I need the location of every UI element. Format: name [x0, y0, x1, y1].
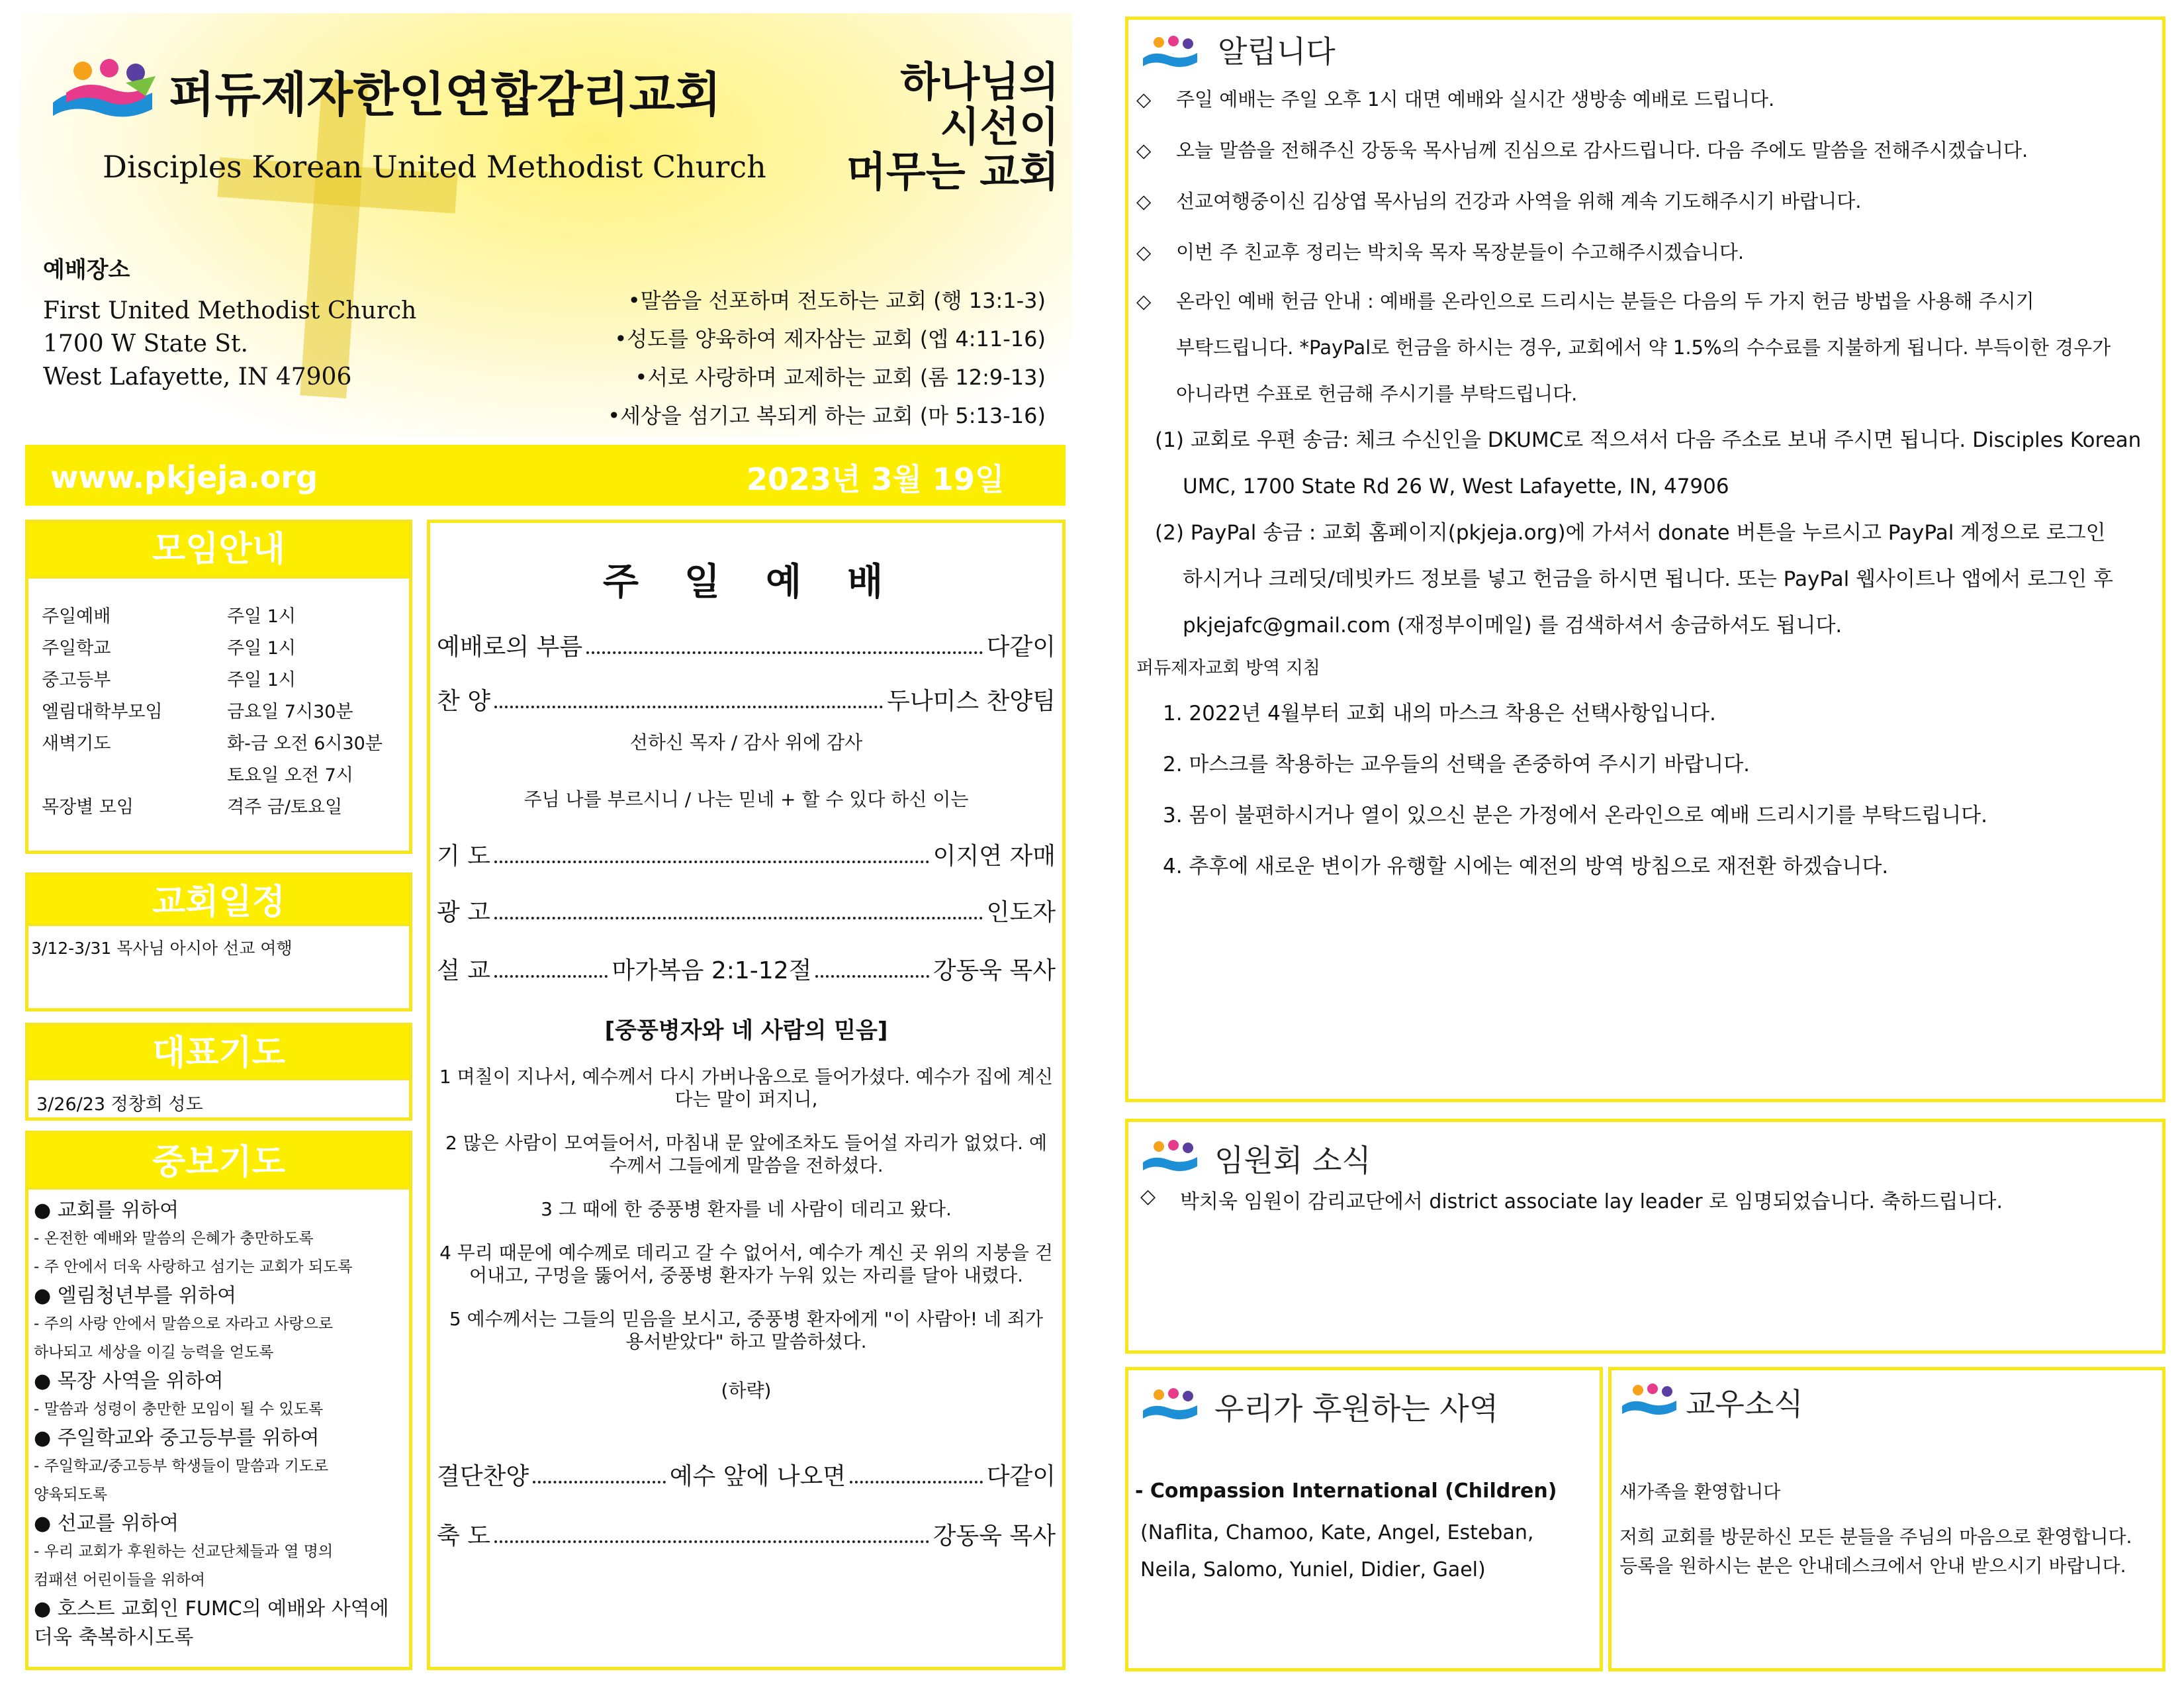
intercession-sub: - 우리 교회가 후원하는 선교단체들과 열 명의: [34, 1543, 334, 1560]
church-logo-icon: [1140, 1139, 1200, 1173]
covid-item: 1. 2022년 4월부터 교회 내의 마스크 착용은 선택사항입니다.: [1163, 702, 1716, 726]
schedule-item: 3/12-3/31 목사님 아시아 선교 여행: [31, 939, 293, 958]
gathering-time: 주일 1시: [227, 606, 296, 627]
intercession-list: [28, 1190, 409, 1652]
giving-method-1: [1136, 417, 2156, 510]
worship-box: [427, 520, 1066, 1670]
order-closing-hymn: [437, 1452, 1056, 1491]
intercession-bullet: ● 교회를 위하여: [34, 1199, 179, 1222]
giving-line: 아니라면 수표로 헌금해 주시기를 부탁드립니다.: [1176, 383, 1578, 405]
diamond-icon: ◇: [1140, 1185, 1156, 1208]
order-label: 광 고: [437, 899, 490, 926]
gathering-time: 토요일 오전 7시: [227, 765, 353, 786]
board-news-item: [1140, 1185, 2003, 1214]
gathering-time: 격주 금/토요일: [227, 796, 343, 818]
praise-song: 선하신 목자 / 감사 위에 감사: [629, 731, 863, 753]
order-leader: 인도자: [986, 899, 1056, 926]
announcements-list: [1136, 74, 2156, 892]
ministry-children: [1140, 1515, 1533, 1589]
intercession-sub: 더욱 축복하시도록: [34, 1626, 194, 1649]
address-line: 1700 W State St.: [43, 330, 248, 357]
order-prayer: [437, 831, 1056, 871]
online-giving-text: [1176, 278, 2111, 417]
ministry-org: - Compassion International (Children): [1135, 1479, 1557, 1503]
giving-method-line: (1) 교회로 우편 송금: 체크 수신인을 DKUMC로 적으셔서 다음 주소로 보내 주시면 됩니다. Disciples Korean: [1155, 428, 2142, 452]
info-bar: [25, 445, 1066, 506]
ministries-box: [1125, 1367, 1603, 1671]
motto-line: 머무는 교회: [846, 148, 1059, 196]
covid-item: 2. 마스크를 착용하는 교우들의 선택을 존중하여 주시기 바랍니다.: [1163, 753, 1751, 776]
order-leader: 다같이: [986, 1463, 1056, 1490]
member-news-subtitle: 새가족을 환영합니다: [1619, 1482, 1781, 1503]
mission-item: •서로 사랑하며 교제하는 교회 (롬 12:9-13): [635, 365, 1046, 390]
intercession-bullet: ● 엘림청년부를 위하여: [34, 1284, 237, 1307]
order-label: 예배로의 부름: [437, 633, 583, 661]
announcement-item: [1136, 74, 2156, 125]
gathering-name: 새벽기도: [42, 733, 111, 754]
announcement-item: [1136, 125, 2156, 176]
church-motto: [841, 60, 1059, 195]
giving-line: 온라인 예배 헌금 안내 : 예배를 온라인으로 드리시는 분들은 다음의 두 가지 헌금 방법을 사용해 주시기: [1176, 290, 2034, 312]
gathering-row: [42, 789, 396, 821]
covid-item: 4. 추후에 새로운 변이가 유행할 시에는 예전의 방역 방침으로 재전환 하겠습니다.: [1163, 855, 1889, 878]
intercession-sub: 양육되도록: [34, 1486, 108, 1503]
church-logo-icon: [1140, 34, 1200, 69]
gathering-row: [42, 726, 396, 757]
order-benediction: [437, 1511, 1056, 1551]
order-leader: 강동욱 목사: [933, 1523, 1056, 1550]
motto-line: 하나님의: [900, 58, 1059, 106]
order-call: [437, 622, 1056, 662]
location-label: 예배장소: [43, 257, 130, 283]
motto-line: 시선이: [940, 103, 1059, 151]
giving-method-line: pkjejafc@gmail.com (재정부이메일) 를 검색하셔서 송금하셔도 됩니다.: [1183, 614, 1843, 637]
order-leader: 다같이: [986, 633, 1056, 661]
order-leader: 이지연 자매: [933, 843, 1056, 870]
gatherings-box: [25, 520, 412, 854]
scripture-title: [중풍병자와 네 사람의 믿음]: [604, 1017, 888, 1044]
bulletin-date: 2023년 3월 19일: [747, 461, 1005, 497]
covid-item: 3. 몸이 불편하시거나 열이 있으신 분은 가정에서 온라인으로 예배 드리시기를 부탁드립니다.: [1163, 804, 1987, 827]
intercession-title: 중보기도: [28, 1134, 409, 1187]
member-news-line: 등록을 원하시는 분은 안내데스크에서 안내 받으시기 바랍니다.: [1619, 1555, 2126, 1577]
board-news-box: [1125, 1119, 2165, 1354]
rep-prayer-title: 대표기도: [28, 1026, 409, 1078]
church-logo-icon: [1619, 1382, 1679, 1417]
announcements-title: 알립니다: [1218, 34, 1336, 70]
address-line: First United Methodist Church: [43, 297, 417, 324]
sermon-passage: 마가복음 2:1-12절: [612, 957, 812, 984]
announcement-text: 선교여행중이신 김상엽 목사님의 건강과 사역을 위해 계속 기도해주시기 바랍니다.: [1176, 190, 1862, 212]
intercession-sub: - 주 안에서 더욱 사랑하고 섬기는 교회가 되도록: [34, 1258, 353, 1276]
intercession-sub: 컴패션 어린이들을 위하여: [34, 1571, 206, 1589]
rep-prayer-box: [25, 1023, 412, 1121]
children-names: (Naflita, Chamoo, Kate, Angel, Esteban,: [1140, 1521, 1534, 1544]
mission-item: •성도를 양육하여 제자삼는 교회 (엡 4:11-16): [614, 326, 1046, 352]
scripture-verse: 1 며칠이 지나서, 예수께서 다시 가버나움으로 들어가셨다. 예수가 집에 계신다는 말이 퍼지니,: [439, 1066, 1054, 1110]
gathering-name: 주일예배: [42, 606, 111, 627]
board-news-text: 박치욱 임원이 감리교단에서 district associate lay leader 로 임명되었습니다. 축하드립니다.: [1180, 1190, 2003, 1213]
intercession-box: [25, 1131, 412, 1670]
intercession-sub: - 주의 사랑 안에서 말씀으로 자라고 사랑으로: [34, 1315, 334, 1333]
order-leader: 두나미스 찬양팀: [887, 688, 1056, 715]
order-leader: 강동욱 목사: [933, 957, 1056, 984]
gathering-name: 목장별 모임: [42, 796, 134, 818]
giving-method-line: (2) PayPal 송금 : 교회 홈페이지(pkjeja.org)에 가셔서 donate 버튼을 누르시고 PayPal 계정으로 로그인: [1155, 521, 2106, 545]
intercession-bullet: ● 주일학교와 중고등부를 위하여: [34, 1427, 320, 1450]
address-block: [43, 295, 416, 394]
order-label: 설 교: [437, 957, 490, 984]
church-name-english: Disciples Korean United Methodist Church: [103, 149, 766, 185]
diamond-icon: ◇: [1136, 241, 1152, 263]
church-logo-icon: [46, 56, 159, 122]
mission-item: •세상을 섬기고 복되게 하는 교회 (마 5:13-16): [608, 403, 1046, 428]
member-news-line: 저희 교회를 방문하신 모든 분들을 주님의 마음으로 환영합니다.: [1619, 1526, 2132, 1548]
gathering-time: 금요일 7시30분: [227, 701, 353, 722]
gathering-time: 주일 1시: [227, 669, 296, 690]
announcement-item: [1136, 227, 2156, 278]
rep-prayer-item: 3/26/23 정창희 성도: [36, 1094, 203, 1115]
order-label: 결단찬양: [437, 1463, 529, 1490]
diamond-icon: ◇: [1136, 190, 1152, 212]
intercession-sub: - 주일학교/중고등부 학생들이 말씀과 기도로: [34, 1458, 329, 1475]
scripture-omission: (하략): [721, 1380, 772, 1401]
intercession-bullet: ● 선교를 위하여: [34, 1512, 179, 1535]
announcements-box: [1125, 17, 2165, 1102]
giving-method-line: 하시거나 크레딧/데빗카드 정보를 넣고 헌금을 하시면 됩니다. 또는 PayPal 웹사이트나 앱에서 로그인 후: [1183, 567, 2113, 591]
scripture-verse: 2 많은 사람이 모여들어서, 마침내 문 앞에조차도 들어설 자리가 없었다. 예수께서 그들에게 말씀을 전하셨다.: [445, 1132, 1047, 1176]
worship-title: 주 일 예 배: [602, 561, 890, 604]
praise-song: 주님 나를 부르시니 / 나는 믿네 + 할 수 있다 하신 이는: [523, 788, 969, 810]
scripture-verse: 5 예수께서는 그들의 믿음을 보시고, 중풍병 환자에게 "이 사람아! 네 죄가 용서받았다" 하고 말씀하셨다.: [449, 1308, 1044, 1352]
announcement-item: [1136, 176, 2156, 227]
schedule-title: 교회일정: [28, 876, 409, 923]
intercession-sub: - 온전한 예배와 말씀의 은혜가 충만하도록: [34, 1230, 314, 1247]
mission-item: •말씀을 선포하며 전도하는 교회 (행 13:1-3): [627, 288, 1046, 313]
gathering-row: [42, 598, 396, 630]
giving-method-2: [1136, 510, 2156, 649]
gathering-time: 주일 1시: [227, 637, 296, 659]
ministries-title: 우리가 후원하는 사역: [1214, 1391, 1499, 1427]
intercession-bullet: ● 호스트 교회인 FUMC의 예배와 사역에: [34, 1597, 389, 1620]
gathering-row: [42, 662, 396, 694]
announcement-text: 주일 예배는 주일 오후 1시 대면 예배와 실시간 생방송 예배로 드립니다.: [1176, 88, 1775, 111]
member-news-box: [1608, 1367, 2165, 1671]
announcement-item: [1136, 278, 2156, 417]
gathering-time: 화-금 오전 6시30분: [227, 733, 383, 754]
gathering-row: [42, 630, 396, 662]
scripture-verse: 4 무리 때문에 예수께로 데리고 갈 수 없어서, 예수가 계신 곳 위의 지붕을 걷어내고, 구멍을 뚫어서, 중풍병 환자가 누워 있는 자리를 달아 내렸다.: [439, 1242, 1053, 1286]
scripture-verse: 3 그 때에 한 중풍병 환자를 네 사람이 데리고 왔다.: [541, 1198, 952, 1220]
covid-list: [1136, 688, 2156, 892]
announcement-text: 오늘 말씀을 전해주신 강동욱 목사님께 진심으로 감사드립니다. 다음 주에도 말씀을 전해주시겠습니다.: [1176, 139, 2028, 162]
address-line: West Lafayette, IN 47906: [43, 363, 352, 391]
order-sermon: [437, 946, 1056, 986]
giving-line: 부탁드립니다. *PayPal로 헌금을 하시는 경우, 교회에서 약 1.5%의 수수료를 지불하게 됩니다. 부득이한 경우가: [1176, 336, 2111, 359]
gathering-name: 주일학교: [42, 637, 111, 659]
member-news-body: [1619, 1523, 2132, 1581]
mission-list: [582, 281, 1046, 435]
board-news-title: 임원회 소식: [1214, 1143, 1371, 1178]
intercession-bullet: ● 목장 사역을 위하여: [34, 1370, 224, 1393]
order-label: 기 도: [437, 843, 490, 870]
church-name-korean: 퍼듀제자한인연합감리교회: [169, 67, 721, 122]
gatherings-title: 모임안내: [28, 523, 409, 576]
scripture-text: [437, 1066, 1056, 1402]
diamond-icon: ◇: [1136, 139, 1152, 162]
giving-method-line: UMC, 1700 State Rd 26 W, West Lafayette, IN, 47906: [1183, 475, 1729, 498]
order-announce: [437, 888, 1056, 927]
covid-title: 퍼듀제자교회 방역 지침: [1136, 658, 1320, 679]
order-label: 축 도: [437, 1523, 490, 1550]
gathering-row: [42, 694, 396, 726]
gathering-name: 엘림대학부모임: [42, 701, 163, 722]
website-link[interactable]: www.pkjeja.org: [50, 459, 318, 495]
gathering-row: [42, 757, 396, 789]
member-news-title: 교우소식: [1686, 1386, 1803, 1422]
children-names: Neila, Salomo, Yuniel, Didier, Gael): [1140, 1558, 1486, 1581]
church-logo-icon: [1140, 1387, 1200, 1421]
diamond-icon: ◇: [1136, 88, 1152, 111]
intercession-sub: - 말씀과 성령이 충만한 모임이 될 수 있도록: [34, 1401, 324, 1418]
order-label: 찬 양: [437, 688, 490, 715]
gatherings-list: [28, 579, 409, 821]
announcement-text: 이번 주 친교후 정리는 박치욱 목자 목장분들이 수고해주시겠습니다.: [1176, 241, 1745, 263]
order-praise: [437, 677, 1056, 716]
hymn-title: 예수 앞에 나오면: [669, 1463, 846, 1490]
gathering-name: 중고등부: [42, 669, 111, 690]
diamond-icon: ◇: [1136, 290, 1152, 312]
schedule-box: [25, 872, 412, 1011]
intercession-sub: 하나되고 세상을 이길 능력을 얻도록: [34, 1344, 274, 1361]
